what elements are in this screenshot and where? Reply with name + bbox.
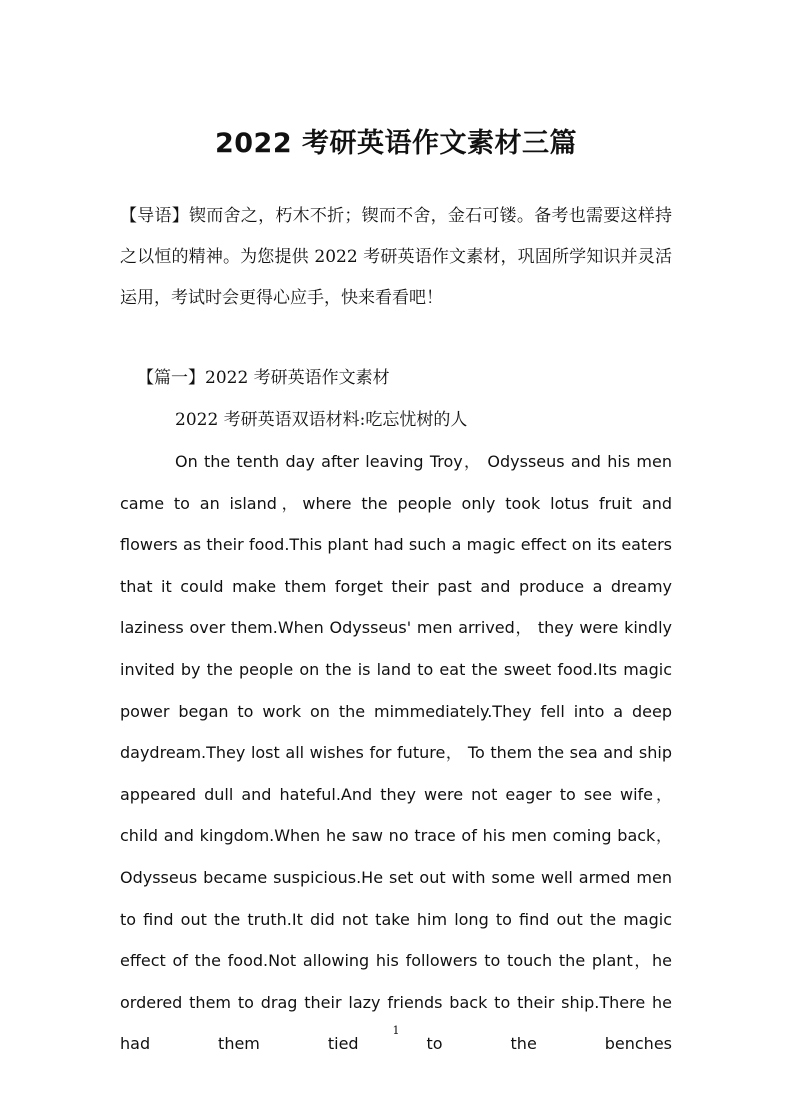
body-paragraph: On the tenth day after leaving Troy， Odysseus and his men came to an island，where the people only took lotus fruit and flowers as their food.This plant had such a magic effect on its eaters that it could make them forget their past and produce a dreamy laziness over them.When Odysseus' men arrived， they were kindly invited by the people on the is land to eat the sweet food.Its magic power began to work on the mimmediately.They fell into a deep daydream.They lost all wishes for future， To them the sea and ship appeared dull and hateful.And they were not eager to see wife，child and kingdom.When he saw no trace of his men coming back， Odysseus became suspicious.He set out with some well armed men to find out the truth.It did not take him long to find out the magic effect of the food.Not allowing his followers to touch the plant，he ordered them to drag their lazy friends back to their ship.There he had them tied to the benches	[120, 452, 672, 1054]
document-title: 2022 考研英语作文素材三篇	[214, 128, 578, 159]
intro-paragraph: 【导语】锲而舍之，朽木不折；锲而不舍，金石可镂。备考也需要这样持之以恒的精神。为您提供 2022 考研英语作文素材，巩固所学知识并灵活运用，考试时会更得心应手，快来看看吧！	[120, 206, 672, 308]
article-subheading: 2022 考研英语双语材料:吃忘忧树的人	[175, 410, 468, 430]
section-heading: 【篇一】2022 考研英语作文素材	[137, 368, 390, 388]
page-number: 1	[392, 1024, 400, 1037]
